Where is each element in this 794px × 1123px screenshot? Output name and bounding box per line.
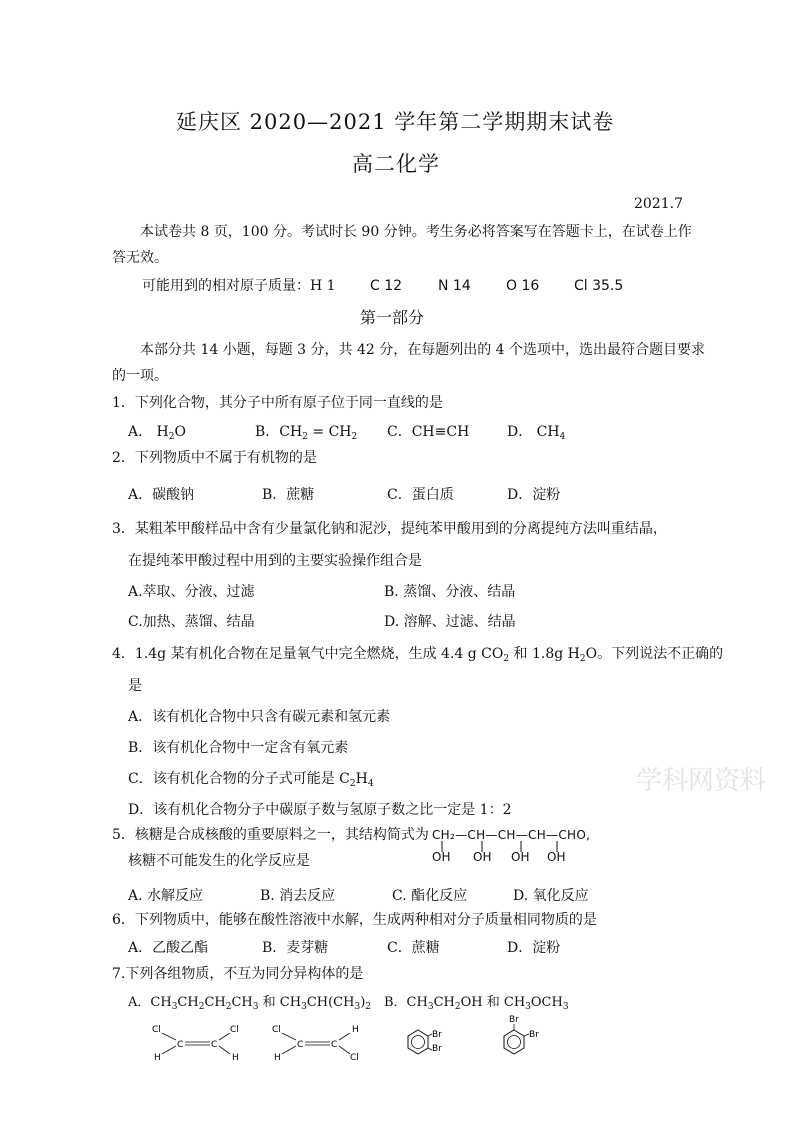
question-1-option-b: B．$CH_2 = CH_2$	[255, 424, 358, 442]
page-title: 延庆区 2020—2021 学年第二学期期末试卷	[176, 110, 615, 134]
struct-atom-br: Br	[432, 1044, 442, 1054]
struct-atom-h: H	[352, 1025, 359, 1035]
intro-line-1: 本试卷共 8 页，100 分。考试时长 90 分钟。考生务必将答案写在答题卡上，在试卷上作	[140, 224, 692, 240]
struct-atom-c: C	[297, 1040, 304, 1050]
ribose-oh-1: OH	[432, 850, 451, 864]
question-5-stem-line-1: 5．核糖是合成核酸的重要原料之一，其结构简式为	[112, 827, 429, 843]
atomic-mass-label: 可能用到的相对原子质量：H 1	[142, 278, 336, 294]
atomic-mass-n: N 14	[438, 278, 471, 294]
question-7-option-a: A．$CH_3CH_2CH_2CH_3$ 和 $CH_3CH(CH_3)_2$	[128, 995, 371, 1012]
exam-date: 2021.7	[634, 196, 683, 212]
question-5-option-d: D. 氧化反应	[513, 888, 589, 904]
question-7-stem: 7.下列各组物质，不互为同分异构体的是	[112, 966, 364, 982]
atomic-mass-o: O 16	[506, 278, 540, 294]
question-1-option-a: A． $H_2O$	[128, 424, 186, 442]
question-4-option-a: A．该有机化合物中只含有碳元素和氢元素	[128, 709, 391, 725]
question-6-stem: 6．下列物质中，能够在酸性溶液中水解，生成两种相对分子质量相同物质的是	[112, 912, 597, 928]
question-2-option-c: C．蛋白质	[387, 487, 454, 503]
struct-atom-cl: Cl	[350, 1053, 359, 1063]
question-3-option-a: A.萃取、分液、过滤	[128, 584, 255, 600]
question-6-option-c: C．蔗糖	[387, 940, 440, 956]
question-2-option-d: D．淀粉	[507, 487, 561, 503]
question-3-stem-line-1: 3．某粗苯甲酸样品中含有少量氯化钠和泥沙，提纯苯甲酸用到的分离提纯方法叫重结晶，	[112, 521, 667, 537]
question-4-stem-line-2: 是	[128, 678, 142, 694]
question-7-option-b: B．$CH_3CH_2OH$ 和 $CH_3OCH_3$	[384, 995, 569, 1012]
ribose-oh-3: OH	[511, 850, 530, 864]
question-5-option-a: A. 水解反应	[128, 888, 204, 904]
question-4-stem-line-1: 4．1.4g 某有机化合物在足量氧气中完全燃烧，生成 4.4 g $CO_2$ 和 1.8g $H_2O$。下列说法不正确的	[112, 646, 724, 664]
question-6-option-a: A．乙酸乙酯	[128, 940, 209, 956]
struct-atom-c: C	[331, 1040, 338, 1050]
question-4-option-d: D．该有机化合物分子中碳原子数与氢原子数之比一定是 1：2	[128, 802, 512, 818]
question-4-option-c: C．该有机化合物的分子式可能是 $C_2H_4$	[128, 771, 374, 789]
question-3-stem-line-2: 在提纯苯甲酸过程中用到的主要实验操作组合是	[128, 553, 422, 569]
atomic-mass-cl: Cl 35.5	[574, 278, 624, 294]
page-subtitle: 高二化学	[352, 152, 440, 176]
question-6-option-d: D．淀粉	[507, 940, 561, 956]
question-3-option-b: B. 蒸馏、分液、结晶	[384, 584, 516, 600]
watermark-text: 学科网资料	[636, 766, 767, 796]
ribose-oh-2: OH	[473, 850, 492, 864]
ribose-formula-chain: CH₂—CH—CH—CH—CHO,	[432, 828, 591, 842]
section-heading: 第一部分	[360, 308, 425, 327]
question-1-option-c: C．CH≡CH	[387, 424, 470, 440]
cis-dichloroethene-structure	[148, 1022, 248, 1068]
struct-atom-h: H	[154, 1053, 161, 1063]
struct-atom-h: H	[232, 1053, 239, 1063]
trans-dichloroethene-structure	[268, 1022, 368, 1068]
struct-atom-br: Br	[432, 1030, 442, 1040]
struct-atom-h: H	[274, 1053, 281, 1063]
intro-line-2: 答无效。	[112, 250, 168, 266]
question-5-option-c: C. 酯化反应	[392, 888, 468, 904]
question-2-option-b: B．蔗糖	[262, 487, 315, 503]
ribose-oh-4: OH	[547, 850, 566, 864]
struct-atom-c: C	[211, 1040, 218, 1050]
question-4-option-b: B．该有机化合物中一定含有氧元素	[128, 740, 349, 756]
part1-desc-line-2: 的一项。	[112, 368, 168, 384]
question-6-option-b: B．麦芽糖	[262, 940, 329, 956]
atomic-mass-c: C 12	[370, 278, 403, 294]
ortho-dibromobenzene-structure	[400, 1024, 470, 1060]
question-1-option-d: D． $CH_4$	[507, 424, 566, 442]
meta-dibromobenzene-structure	[494, 1012, 564, 1062]
struct-atom-br: Br	[509, 1015, 519, 1025]
question-5-option-b: B. 消去反应	[260, 888, 336, 904]
part1-desc-line-1: 本部分共 14 小题，每题 3 分，共 42 分，在每题列出的 4 个选项中，选出最符合题目要求	[140, 342, 706, 358]
struct-atom-br: Br	[529, 1030, 539, 1040]
struct-atom-cl: Cl	[230, 1025, 239, 1035]
struct-atom-cl: Cl	[272, 1025, 281, 1035]
ribose-bonds	[430, 838, 630, 858]
struct-atom-c: C	[177, 1040, 184, 1050]
question-2-stem: 2．下列物质中不属于有机物的是	[112, 450, 317, 466]
question-5-stem-line-2: 核糖不可能发生的化学反应是	[128, 853, 310, 869]
question-1-stem: 1．下列化合物，其分子中所有原子位于同一直线的是	[112, 395, 443, 411]
question-3-option-d: D. 溶解、过滤、结晶	[384, 614, 516, 630]
question-3-option-c: C.加热、蒸馏、结晶	[128, 614, 255, 630]
question-2-option-a: A．碳酸钠	[128, 487, 195, 503]
struct-atom-cl: Cl	[152, 1025, 161, 1035]
